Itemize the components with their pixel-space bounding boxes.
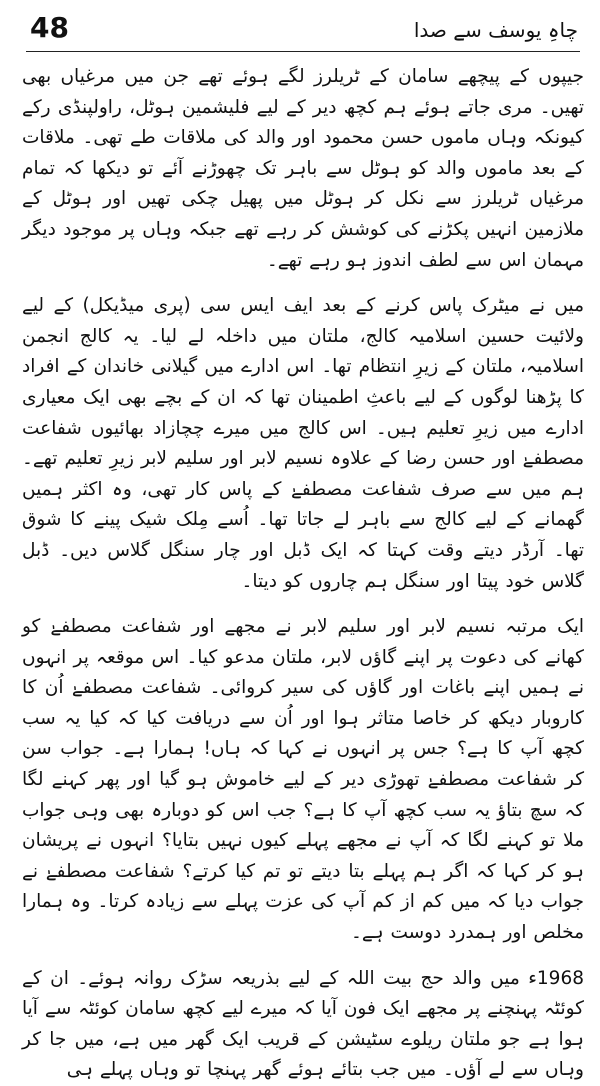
header-divider (26, 51, 580, 52)
page-header (22, 0, 584, 52)
paragraph-1: جیپوں کے پیچھے سامان کے ٹریلرز لگے ہوئے تھے جن میں مرغیاں بھی تھیں۔ مری جاتے ہوئے ہم کچھ دیر کے لیے فلیشمین ہوٹل، راولپنڈی رکے کیونکہ وہاں ماموں حسن محمود اور والد کی ملاقات طے تھی۔ ملاقات کے بعد ماموں والد کو ہوٹل سے باہر تک چھوڑنے آئے تو دیکھا کہ تمام مرغیاں ٹریلرز سے نکل کر ہوٹل میں پھیل چکی تھیں اور ہوٹل کے ملازمین انہیں پکڑنے کی کوشش کر رہے تھے جبکہ وہاں پر موجود دیگر مہمان اس سے لطف اندوز ہو رہے تھے۔ (22, 66, 584, 271)
running-title: چاہِ یوسف سے صدا (413, 18, 578, 42)
paragraph-3: ایک مرتبہ نسیم لابر اور سلیم لابر نے مجھے اور شفاعت مصطفےٰ کو کھانے کی دعوت پر اپنے گاؤں لابر، ملتان مدعو کیا۔ اس موقعہ پر انہوں نے ہمیں اپنے باغات اور گاؤں کی سیر کروائی۔ شفاعت مصطفےٰ اُن کا کاروبار دیکھ کر خاصا متاثر ہوا اور اُن سے دریافت کیا کہ کیا یہ سب کچھ آپ کا ہے؟ جس پر انہوں نے کہا کہ ہاں! ہمارا ہے۔ جواب سن کر شفاعت مصطفےٰ تھوڑی دیر کے لیے خاموش ہو گیا اور پھر کہنے لگا کہ سچ بتاؤ یہ سب کچھ آپ کا ہے؟ جب اس کو دوبارہ بھی وہی جواب ملا تو کہنے لگا کہ آپ نے مجھے پہلے کیوں نہیں بتایا؟ انہوں نے پریشان ہو کر کہا کہ اگر ہم پہلے بتا دیتے تو تم کیا کرتے؟ شفاعت مصطفےٰ نے جواب دیا کہ میں کم از کم آپ کی عزت پہلے سے زیادہ کرتا۔ وہ ہمارا مخلص اور ہمدرد دوست ہے۔ (22, 616, 584, 944)
paragraph-2: میں نے میٹرک پاس کرنے کے بعد ایف ایس سی (پری میڈیکل) کے لیے ولائیت حسین اسلامیہ کالج، ملتان میں داخلہ لے لیا۔ یہ کالج انجمن اسلامیہ، ملتان کے زیرِ انتظام تھا۔ اس ادارے میں گیلانی خاندان کے افراد کا پڑھنا لوگوں کے لیے باعثِ اطمینان تھا کہ ان کے بچے بھی ایک معیاری ادارے میں زیرِ تعلیم ہیں۔ اس کالج میں میرے چچازاد بھائیوں شفاعت مصطفےٰ اور حسن رضا کے علاوہ نسیم لابر اور سلیم لابر زیرِ تعلیم تھے۔ ہم میں سے صرف شفاعت مصطفےٰ کے پاس کار تھی، وہ اکثر ہمیں گھمانے کے لیے کالج سے باہر لے جاتا تھا۔ اُسے مِلک شیک پینے کا شوق تھا۔ آرڈر دیتے وقت کہتا کہ ایک ڈبل اور چار سنگل گلاس دیں۔ ڈبل گلاس خود پیتا اور سنگل ہم چاروں کو دیتا۔ (22, 295, 584, 592)
body-text (22, 62, 584, 1086)
paragraph-4: 1968ء میں والد حج بیت اللہ کے لیے بذریعہ سڑک روانہ ہوئے۔ ان کے کوئٹہ پہنچنے پر مجھے ایک فون آیا کہ میرے لیے کچھ سامان کوئٹہ سے آیا ہوا ہے جو ملتان ریلوے سٹیشن کے قریب ایک گھر میں ہے، میں جا کر وہاں سے لے آؤں۔ میں جب بتائے ہوئے گھر پہنچا تو وہاں پہلے ہی (22, 967, 584, 1081)
page-number: 48 (30, 11, 69, 44)
